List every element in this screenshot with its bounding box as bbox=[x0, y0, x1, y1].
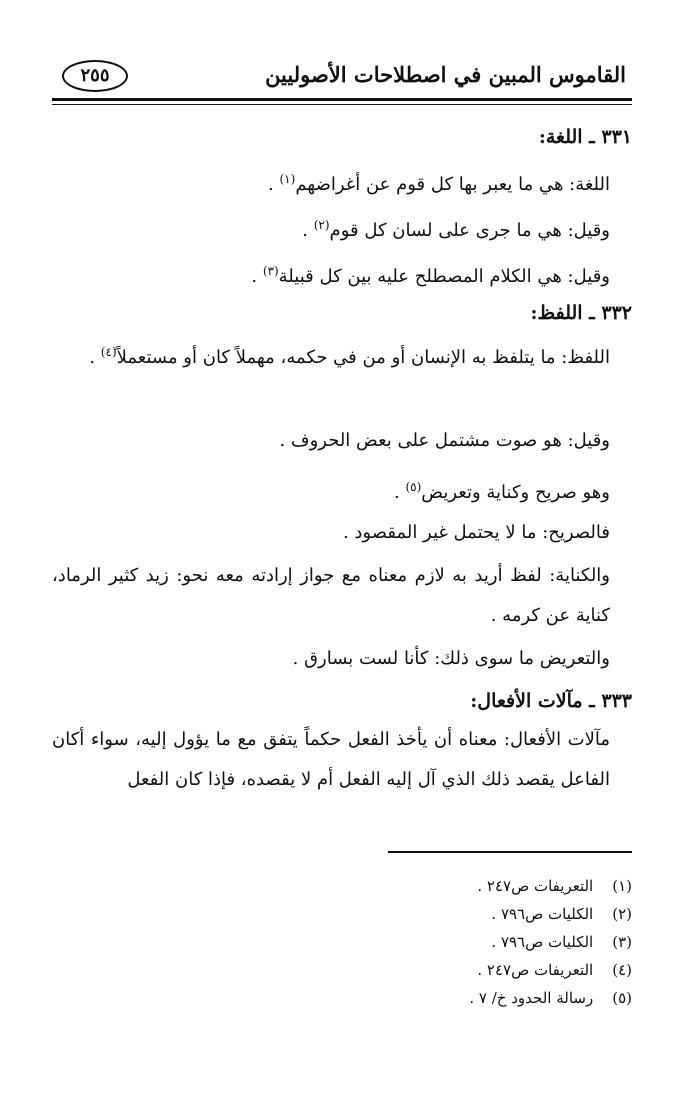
section-number: ٣٣٢ bbox=[601, 302, 632, 324]
header-rule-thick bbox=[52, 98, 632, 101]
section-dash: ـ bbox=[582, 690, 595, 712]
paragraph bbox=[52, 156, 632, 202]
page-header bbox=[52, 58, 632, 96]
footnote bbox=[300, 872, 632, 900]
paragraph bbox=[52, 464, 632, 510]
footnote-text: التعريفات ص٢٤٧ . bbox=[477, 961, 594, 979]
section-title: مآلات الأفعال: bbox=[470, 690, 583, 712]
paragraph-text: اللغة: هي ما يعبر بها كل قوم عن أغراضهم bbox=[295, 174, 610, 195]
footnote bbox=[300, 984, 632, 1012]
footnote-text: رسالة الحدود خ/ ٧ . bbox=[469, 989, 594, 1007]
paragraph-end: . bbox=[251, 266, 263, 287]
section-heading bbox=[52, 682, 632, 720]
paragraph bbox=[52, 248, 632, 294]
footnote-text: التعريفات ص٢٤٧ . bbox=[477, 877, 594, 895]
footnote bbox=[300, 900, 632, 928]
footnote-number: (٢) bbox=[612, 905, 632, 923]
paragraph bbox=[52, 510, 632, 556]
section-dash: ـ bbox=[582, 126, 595, 148]
section-number: ٣٣٣ bbox=[601, 690, 632, 712]
section-heading bbox=[52, 118, 632, 156]
section-dash: ـ bbox=[582, 302, 595, 324]
paragraph bbox=[52, 636, 632, 682]
paragraph-text: والتعريض ما سوى ذلك: كأنا لست بسارق . bbox=[292, 648, 610, 669]
paragraph-text: وقيل: هي الكلام المصطلح عليه بين كل قبيلة bbox=[278, 266, 610, 287]
paragraph-text: والكناية: لفظ أريد به لازم معناه مع جواز إرادته معه نحو: زيد كثير الرماد، كناية عن كرمه . bbox=[52, 565, 610, 626]
footnote bbox=[300, 956, 632, 984]
section-heading bbox=[52, 294, 632, 332]
paragraph bbox=[52, 720, 632, 800]
footnote-separator bbox=[388, 851, 632, 853]
footnote-ref: (٢) bbox=[313, 218, 330, 232]
footnote-ref: (١) bbox=[279, 172, 296, 186]
footnote-number: (٤) bbox=[612, 961, 632, 979]
footnote-text: الكليات ص٧٩٦ . bbox=[491, 905, 594, 923]
section-title: اللغة: bbox=[538, 126, 583, 148]
section-title: اللفظ: bbox=[530, 302, 583, 324]
footnote-ref: (٣) bbox=[262, 264, 279, 278]
paragraph bbox=[52, 332, 632, 412]
footnote-ref: (٤) bbox=[100, 345, 117, 359]
paragraph-end: . bbox=[268, 174, 280, 195]
section-number: ٣٣١ bbox=[601, 126, 632, 148]
paragraph-end: . bbox=[302, 220, 314, 241]
footnote bbox=[300, 928, 632, 956]
paragraph bbox=[52, 418, 632, 464]
footnote-text: الكليات ص٧٩٦ . bbox=[491, 933, 594, 951]
paragraph-text: وقيل: هو صوت مشتمل على بعض الحروف . bbox=[279, 430, 610, 451]
paragraph-end: . bbox=[394, 482, 406, 503]
header-rule-thin bbox=[52, 104, 632, 105]
paragraph-text: وهو صريح وكناية وتعريض bbox=[421, 482, 610, 503]
paragraph-text: مآلات الأفعال: معناه أن يأخذ الفعل حكماً يتفق مع ما يؤول إليه، سواء أكان الفاعل يقصد ذلك الذي آل إليه الفعل أم لا يقصده، فإذا كان الفعل bbox=[52, 729, 610, 790]
footnote-number: (٣) bbox=[612, 933, 632, 951]
page-number: ٢٥٥ bbox=[62, 60, 128, 92]
paragraph-text: وقيل: هي ما جرى على لسان كل قوم bbox=[329, 220, 610, 241]
paragraph-end: . bbox=[89, 347, 101, 368]
paragraph-text: اللفظ: ما يتلفظ به الإنسان أو من في حكمه، مهملاً كان أو مستعملاً bbox=[116, 347, 610, 368]
main-text bbox=[52, 118, 632, 800]
paragraph bbox=[52, 202, 632, 248]
paragraph-text: فالصريح: ما لا يحتمل غير المقصود . bbox=[342, 522, 610, 543]
paragraph bbox=[52, 556, 632, 636]
footnote-number: (٥) bbox=[612, 989, 632, 1007]
footnote-number: (١) bbox=[612, 877, 632, 895]
footnotes bbox=[300, 872, 632, 1012]
footnote-ref: (٥) bbox=[405, 480, 422, 494]
running-title: القاموس المبين في اصطلاحات الأصوليين bbox=[265, 62, 626, 87]
